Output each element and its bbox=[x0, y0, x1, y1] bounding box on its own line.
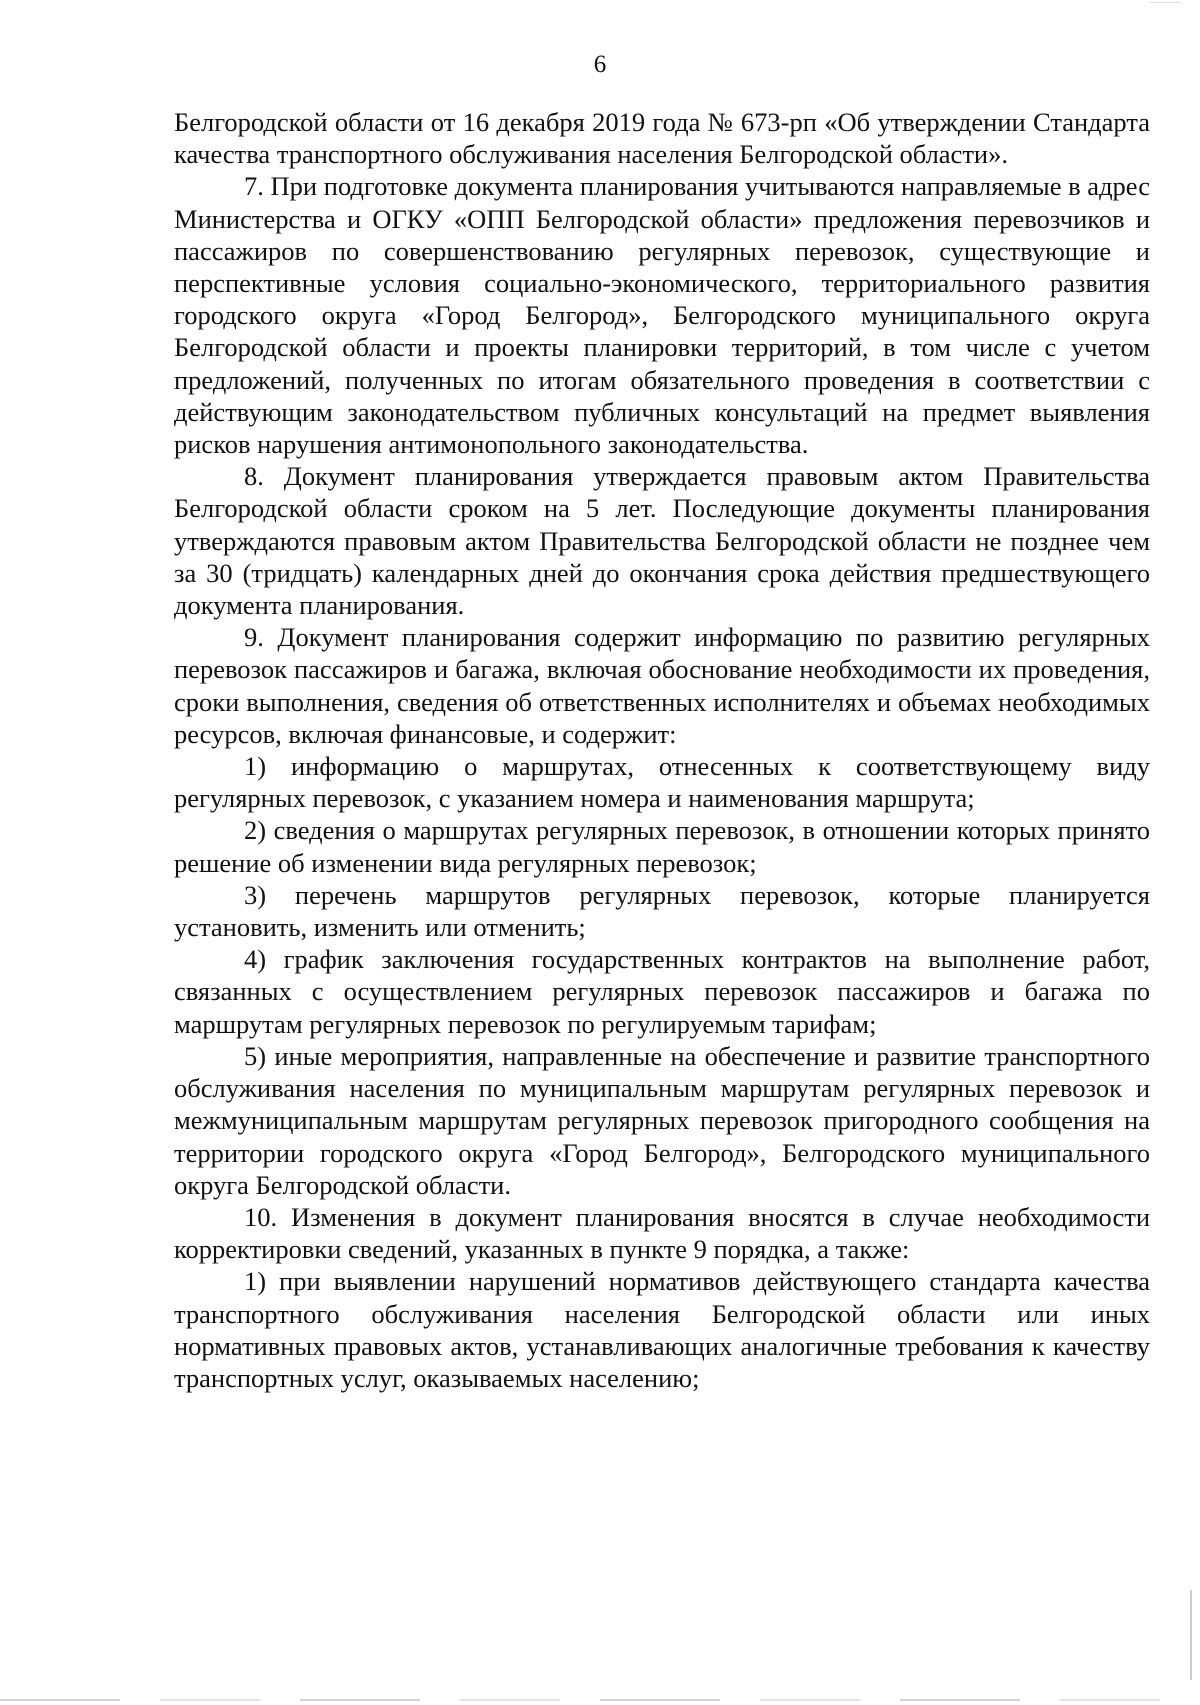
page-number: 6 bbox=[593, 51, 607, 78]
subitem-10-1: 1) при выявлении нарушений нормативов действующего стандарта качества транспортного обслуживания населения Белгородской области или иных нормативных правовых актов, устанавливающих аналогичные требования к качеству транспортных услуг, оказываемых населению; bbox=[174, 1266, 1150, 1393]
scan-artifact-top bbox=[1150, 2, 1180, 3]
paragraph-item-9: 9. Документ планирования содержит информацию по развитию регулярных перевозок пассажиров и багажа, включая обоснование необходимости их проведения, сроки выполнения, сведения об ответственных исполнителях и объемах необходимых ресурсов, включая финансовые, и содержит: bbox=[174, 622, 1150, 749]
subitem-9-5: 5) иные мероприятия, направленные на обеспечение и развитие транспортного обслуживания населения по муниципальным маршрутам регулярных перевозок и межмуниципальным маршрутам регулярных перевозок пригородного сообщения на территории городского округа «Город Белгород», Белгородского муниципального округа Белгородской области. bbox=[174, 1040, 1150, 1200]
scan-artifact-bottom bbox=[0, 1699, 1200, 1701]
paragraph-item-8: 8. Документ планирования утверждается правовым актом Правительства Белгородской области сроком на 5 лет. Последующие документы планирования утверждаются правовым актом Правительства Белгородской области не позднее чем за 30 (тридцать) календарных дней до окончания срока действия предшествующего документа планирования. bbox=[174, 461, 1150, 621]
subitem-9-2: 2) сведения о маршрутах регулярных перевозок, в отношении которых принято решение об изменении вида регулярных перевозок; bbox=[174, 815, 1150, 878]
subitem-9-3: 3) перечень маршрутов регулярных перевозок, которые планируется установить, изменить или отменить; bbox=[174, 879, 1150, 943]
paragraph-continuation: Белгородской области от 16 декабря 2019 года № 673-рп «Об утверждении Стандарта качества транспортного обслуживания населения Белгородской области». bbox=[174, 107, 1150, 170]
scan-artifact-right bbox=[1190, 1590, 1192, 1680]
paragraph-item-7: 7. При подготовке документа планирования учитываются направляемые в адрес Министерства и ОГКУ «ОПП Белгородской области» предложения перевозчиков и пассажиров по совершенствованию регулярных перевозок, существующие и перспективные условия социально-экономического, территориального развития городского округа «Город Белгород», Белгородского муниципального округа Белгородской области и проекты планировки территорий, в том числе с учетом предложений, полученных по итогам обязательного проведения в соответствии с действующим законодательством публичных консультаций на предмет выявления рисков нарушения антимонопольного законодательства. bbox=[174, 171, 1150, 460]
subitem-9-1: 1) информацию о маршрутах, отнесенных к соответствующему виду регулярных перевозок, с указанием номера и наименования маршрута; bbox=[174, 751, 1150, 814]
paragraph-item-10: 10. Изменения в документ планирования вносятся в случае необходимости корректировки сведений, указанных в пункте 9 порядка, а также: bbox=[174, 1201, 1150, 1265]
subitem-9-4: 4) график заключения государственных контрактов на выполнение работ, связанных с осуществлением регулярных перевозок пассажиров и багажа по маршрутам регулярных перевозок по регулируемым тарифам; bbox=[174, 944, 1150, 1039]
document-body bbox=[174, 106, 1150, 1394]
